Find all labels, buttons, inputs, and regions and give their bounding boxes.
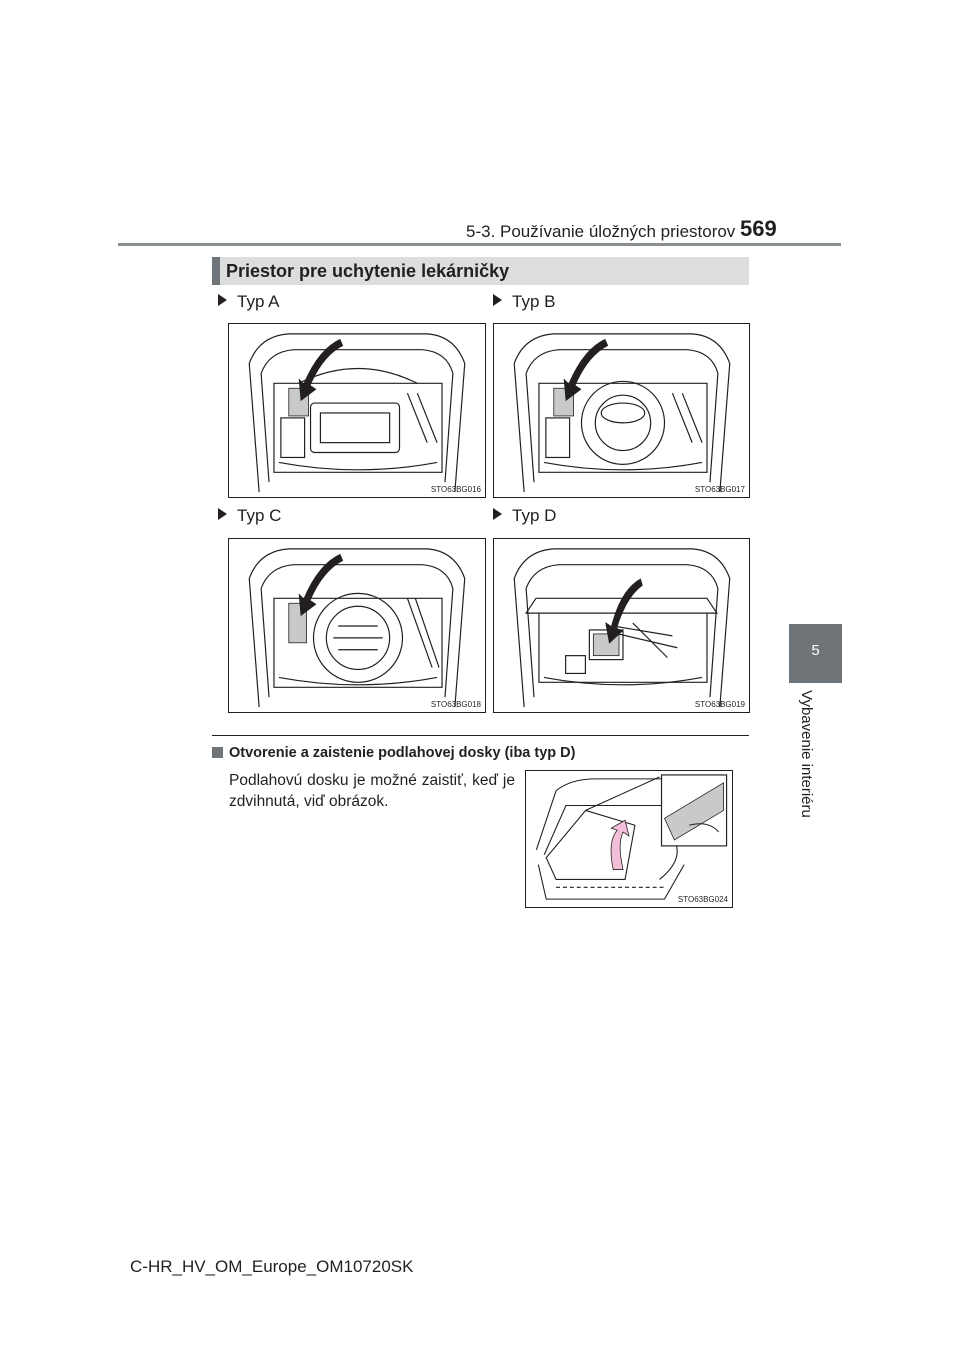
section-divider: [212, 735, 749, 736]
triangle-bullet-icon: [493, 294, 502, 306]
chapter-title: Vybavenie interiéru: [798, 690, 815, 818]
triangle-bullet-icon: [218, 294, 227, 306]
trunk-illustration-b: [494, 324, 749, 497]
figure-floor-board: [525, 770, 733, 908]
type-c-label: Typ C: [218, 506, 281, 526]
page-number: 569: [740, 216, 777, 241]
type-b-label: Typ B: [493, 292, 555, 312]
trunk-illustration-c: [229, 539, 485, 712]
header-section-title: 5-3. Používanie úložných priestorov: [466, 222, 736, 241]
square-bullet-icon: [212, 747, 223, 758]
triangle-bullet-icon: [493, 508, 502, 520]
type-a-label: Typ A: [218, 292, 280, 312]
figure-type-d: [493, 538, 750, 713]
trunk-illustration-d: [494, 539, 749, 712]
footer-document-id: C-HR_HV_OM_Europe_OM10720SK: [130, 1257, 414, 1276]
body-paragraph: Podlahovú dosku je možné zaistiť, keď je zdvihnutá, viď obrázok.: [229, 772, 515, 810]
section-title: Priestor pre uchytenie lekárničky: [226, 261, 510, 281]
chapter-number: 5: [811, 642, 820, 659]
header-rule: [118, 243, 841, 246]
figure-type-b: [493, 323, 750, 498]
figure-code: STO63BG017: [694, 485, 745, 494]
trunk-illustration-a: [229, 324, 485, 497]
subsection-heading: Otvorenie a zaistenie podlahovej dosky (iba typ D): [212, 745, 575, 761]
floor-board-illustration: [526, 771, 732, 907]
triangle-bullet-icon: [218, 508, 227, 520]
figure-code: STO63BG018: [430, 700, 481, 709]
section-bar-accent: [212, 257, 220, 285]
figure-type-c: [228, 538, 486, 713]
figure-type-a: [228, 323, 486, 498]
figure-code: STO63BG024: [677, 895, 728, 904]
figure-code: STO63BG019: [694, 700, 745, 709]
figure-code: STO63BG016: [430, 485, 481, 494]
type-d-label: Typ D: [493, 506, 556, 526]
